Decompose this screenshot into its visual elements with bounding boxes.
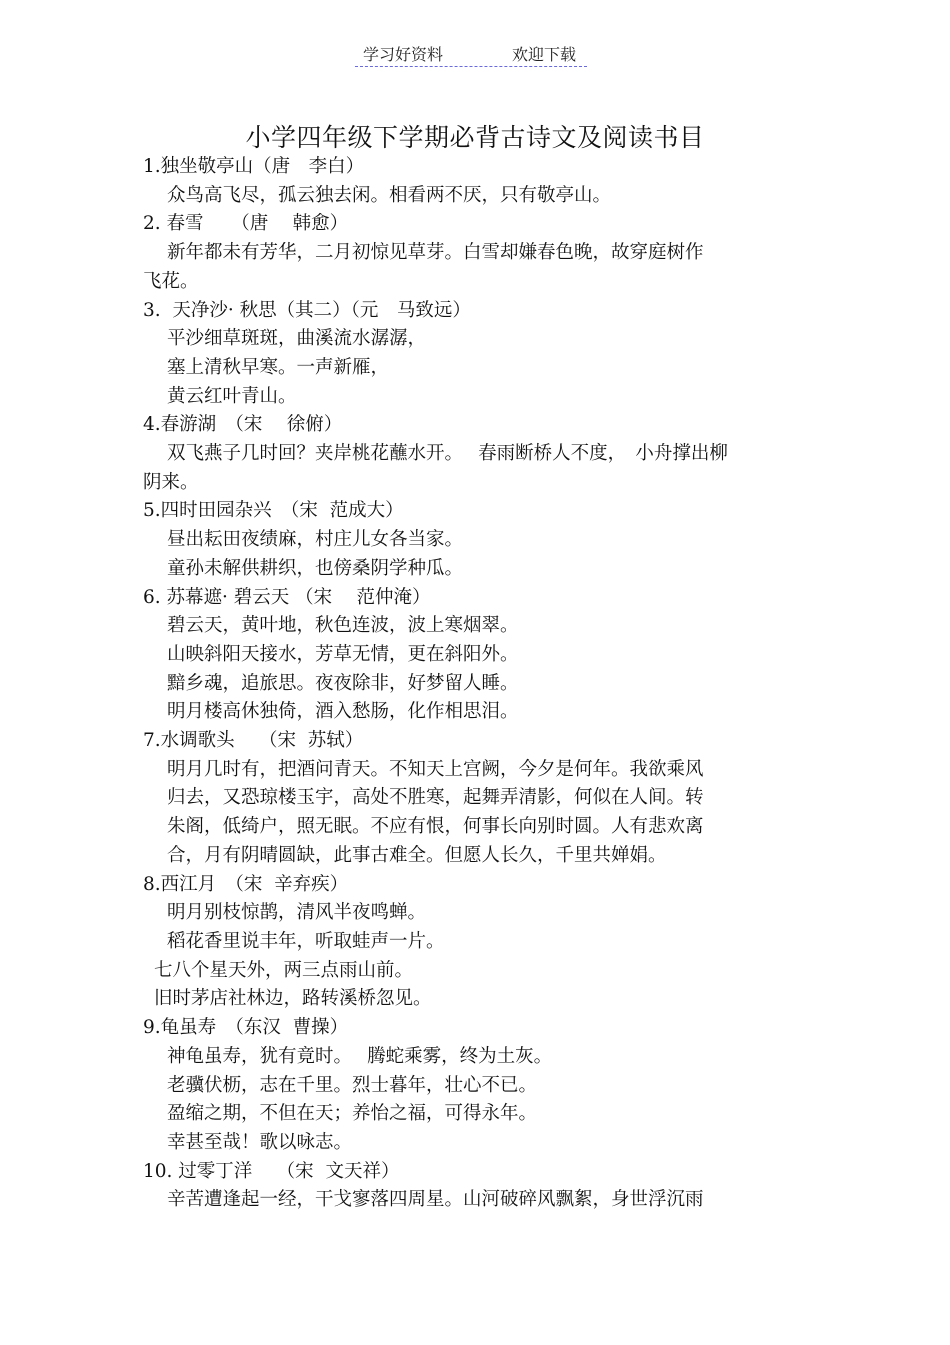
poem-line: 山映斜阳天接水，芳草无情，更在斜阳外。 <box>167 643 519 665</box>
poem-line: 盈缩之期，不但在天；养怡之福，可得永年。 <box>167 1103 538 1125</box>
poem-line: 众鸟高飞尽，孤云独去闲。相看两不厌，只有敬亭山。 <box>167 184 612 206</box>
poem-heading: 1.独坐敬亭山（唐 李白） <box>143 156 365 177</box>
poem-line: 平沙细草斑斑，曲溪流水潺潺， <box>167 328 427 350</box>
poem-line: 塞上清秋早寒。一声新雁， <box>167 356 390 378</box>
poem-line: 神龟虽寿，犹有竟时。 腾蛇乘雾，终为土灰。 <box>167 1045 553 1067</box>
page-header <box>355 40 587 67</box>
poem-line: 旧时茅店社林边，路转溪桥忽见。 <box>154 988 432 1010</box>
poem-line: 合，月有阴晴圆缺，此事古难全。但愿人长久，千里共婵娟。 <box>167 844 667 866</box>
poem-heading: 9.龟虽寿 （东汉 曹操） <box>143 1017 349 1039</box>
poem-heading: 7.水调歌头 （宋 苏轼） <box>143 730 364 752</box>
poem-line: 明月别枝惊鹊，清风半夜鸣蝉。 <box>167 902 427 924</box>
poem-line: 七八个星天外，两三点雨山前。 <box>154 959 414 981</box>
poem-line: 碧云天，黄叶地，秋色连波，波上寒烟翠。 <box>167 615 519 637</box>
poem-line: 阴来。 <box>143 471 199 493</box>
poem-line: 稻花香里说丰年，听取蛙声一片。 <box>167 930 445 952</box>
poem-line: 归去，又恐琼楼玉宇，高处不胜寒，起舞弄清影，何似在人间。转 <box>167 787 704 809</box>
poem-heading: 5.四时田园杂兴 （宋 范成大） <box>143 500 404 522</box>
poem-line: 飞花。 <box>143 270 199 292</box>
poem-line: 黯乡魂，追旅思。夜夜除非，好梦留人睡。 <box>167 672 519 694</box>
poem-line: 黄云红叶青山。 <box>167 385 297 407</box>
document-body <box>143 153 808 1215</box>
poem-line: 辛苦遭逢起一经，干戈寥落四周星。山河破碎风飘絮，身世浮沉雨 <box>167 1189 704 1211</box>
poem-heading: 6. 苏幕遮· 碧云天 （宋 范仲淹） <box>143 586 431 608</box>
poem-heading: 2. 春雪 （唐 韩愈） <box>143 213 349 235</box>
poem-heading: 3. 天净沙· 秋思（其二）（元 马致远） <box>143 299 471 321</box>
poem-line: 老骥伏枥，志在千里。烈士暮年，壮心不已。 <box>167 1074 538 1096</box>
poem-heading: 4.春游湖 （宋 徐俯） <box>143 414 343 436</box>
poem-line: 朱阁，低绮户，照无眠。不应有恨，何事长向别时圆。人有悲欢离 <box>167 816 704 838</box>
poem-line: 童孙未解供耕织，也傍桑阴学种瓜。 <box>167 557 464 579</box>
header-right-text: 欢迎下载 <box>512 45 577 64</box>
poem-line: 昼出耘田夜绩麻，村庄儿女各当家。 <box>167 529 464 551</box>
poem-line: 幸甚至哉！歌以咏志。 <box>167 1131 353 1153</box>
poem-heading: 8.西江月 （宋 辛弃疾） <box>143 873 349 895</box>
header-left-text: 学习好资料 <box>363 45 444 64</box>
document-title: 小学四年级下学期必背古诗文及阅读书目 <box>245 123 705 152</box>
poem-line: 双飞燕子几时回？夹岸桃花蘸水开。 春雨断桥人不度， 小舟撑出柳 <box>167 443 728 465</box>
poem-line: 明月楼高休独倚，酒入愁肠，化作相思泪。 <box>167 701 519 723</box>
poem-line: 新年都未有芳华，二月初惊见草芽。白雪却嫌春色晚，故穿庭树作 <box>167 242 704 264</box>
poem-heading: 10. 过零丁洋 （宋 文天祥） <box>143 1160 400 1182</box>
poem-line: 明月几时有，把酒问青天。不知天上宫阙，今夕是何年。我欲乘风 <box>167 758 704 780</box>
